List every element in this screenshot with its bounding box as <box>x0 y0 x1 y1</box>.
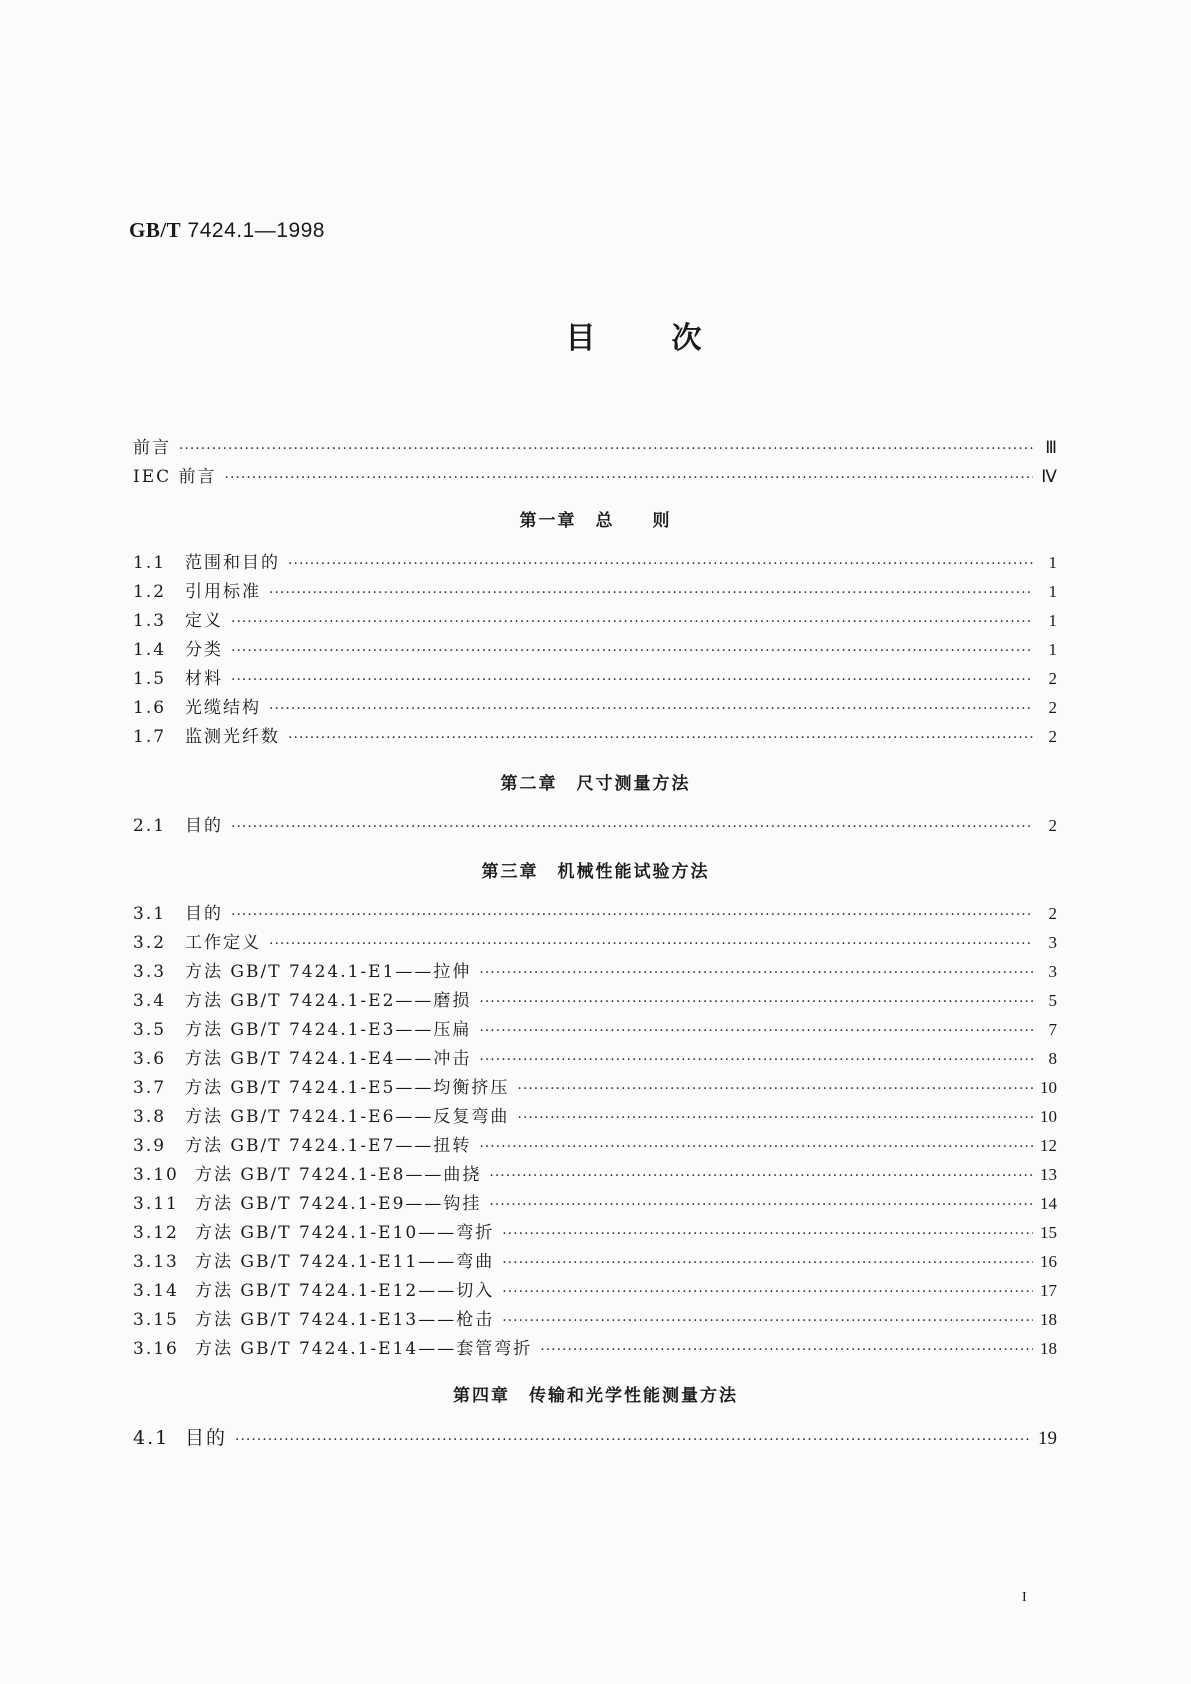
toc-entry-number: 1.1 <box>133 553 167 573</box>
toc-entry[interactable] <box>133 1305 1057 1333</box>
toc-entry-page: 1 <box>1048 553 1057 572</box>
toc-entry-number: 1.7 <box>133 727 167 747</box>
toc-entry-page: Ⅳ <box>1041 467 1057 486</box>
toc-entry[interactable] <box>133 1102 1057 1130</box>
toc-entry-number: 3.11 <box>133 1194 179 1214</box>
dot-leader <box>479 1139 1033 1155</box>
toc-entry-page: 5 <box>1048 991 1057 1010</box>
toc-entry-number: 3.9 <box>133 1136 167 1156</box>
toc-entry-label: 定义 <box>185 611 223 631</box>
page-title: 目次 <box>565 321 778 356</box>
dot-leader <box>489 1168 1033 1184</box>
toc-entry[interactable] <box>133 548 1057 576</box>
toc-entry-label: 目的 <box>185 904 223 924</box>
toc-entry-page: 15 <box>1040 1223 1057 1242</box>
chapter-heading[interactable]: 第一章 总 则 <box>519 511 672 531</box>
toc-entry-label: 方法 GB/T 7424.1-E5——均衡挤压 <box>185 1078 510 1098</box>
toc-entry-number: 3.10 <box>133 1165 179 1185</box>
dot-leader <box>502 1226 1033 1242</box>
toc-entry-number: 1.2 <box>133 582 167 602</box>
dot-leader <box>479 1052 1033 1068</box>
toc-entry-label: 方法 GB/T 7424.1-E13——枪击 <box>195 1310 495 1330</box>
dot-leader <box>288 556 1033 572</box>
toc-entry-label: 范围和目的 <box>185 553 280 573</box>
standard-number: 7424.1—1998 <box>187 219 325 242</box>
toc-entry-label: 前言 <box>133 438 171 458</box>
toc-entry-page: 18 <box>1040 1339 1057 1358</box>
toc-entry-number: 3.2 <box>133 933 167 953</box>
toc-entry-label: 监测光纤数 <box>185 727 280 747</box>
toc-entry-page: 14 <box>1040 1194 1057 1213</box>
dot-leader <box>231 643 1033 659</box>
dot-leader <box>288 730 1033 746</box>
dot-leader <box>489 1197 1033 1213</box>
toc-entry-number: 1.3 <box>133 611 167 631</box>
toc-entry-number: 1.6 <box>133 698 167 718</box>
toc-entry[interactable] <box>133 986 1057 1014</box>
toc-entry-page: Ⅲ <box>1045 438 1057 457</box>
toc-entry[interactable] <box>133 606 1057 634</box>
toc-entry-page: 1 <box>1048 611 1057 630</box>
toc-entry-page: 8 <box>1048 1049 1057 1068</box>
toc-entry-page: 2 <box>1048 727 1057 746</box>
dot-leader <box>479 994 1033 1010</box>
toc-entry-label: 方法 GB/T 7424.1-E1——拉伸 <box>185 962 472 982</box>
toc-entry-page: 3 <box>1048 933 1057 952</box>
dot-leader <box>269 585 1033 601</box>
dot-leader <box>540 1342 1033 1358</box>
toc-entry-page: 2 <box>1048 904 1057 923</box>
toc-entry-label: 方法 GB/T 7424.1-E11——弯曲 <box>195 1252 495 1272</box>
toc-entry-label: 方法 GB/T 7424.1-E9——钩挂 <box>195 1194 482 1214</box>
toc-entry-label: 方法 GB/T 7424.1-E10——弯折 <box>195 1223 495 1243</box>
toc-entry-label: 方法 GB/T 7424.1-E8——曲挠 <box>195 1165 482 1185</box>
toc-entry-page: 13 <box>1040 1165 1057 1184</box>
toc-entry[interactable] <box>133 1189 1057 1217</box>
chapter-heading[interactable]: 第四章 传输和光学性能测量方法 <box>453 1386 738 1406</box>
standard-code <box>129 218 325 243</box>
toc-entry-page: 2 <box>1048 816 1057 835</box>
toc-entry[interactable] <box>133 1044 1057 1072</box>
toc-entry[interactable] <box>133 1276 1057 1304</box>
toc-entry[interactable] <box>133 577 1057 605</box>
toc-entry[interactable] <box>133 1218 1057 1246</box>
toc-entry-label: 方法 GB/T 7424.1-E14——套管弯折 <box>195 1339 533 1359</box>
toc-entry-number: 3.3 <box>133 962 167 982</box>
toc-entry-iec-preface[interactable] <box>133 462 1057 490</box>
toc-entry[interactable] <box>133 1073 1057 1101</box>
toc-entry-label: 方法 GB/T 7424.1-E3——压扁 <box>185 1020 472 1040</box>
toc-entry-label: 工作定义 <box>185 933 261 953</box>
toc-entry[interactable] <box>133 1423 1057 1451</box>
toc-entry-number: 3.16 <box>133 1339 179 1359</box>
toc-entry-page: 2 <box>1048 669 1057 688</box>
toc-entry-label: 材料 <box>185 669 223 689</box>
toc-entry-page: 1 <box>1048 582 1057 601</box>
toc-entry-number: 1.4 <box>133 640 167 660</box>
dot-leader <box>269 701 1033 717</box>
dot-leader <box>225 470 1033 486</box>
dot-leader <box>502 1255 1033 1271</box>
toc-entry-number: 4.1 <box>133 1427 170 1449</box>
toc-entry-page: 10 <box>1040 1078 1057 1097</box>
chapter-heading[interactable]: 第二章 尺寸测量方法 <box>500 774 691 794</box>
toc-entry-number: 3.1 <box>133 904 167 924</box>
toc-entry[interactable] <box>133 899 1057 927</box>
toc-entry-page: 10 <box>1040 1107 1057 1126</box>
toc-entry-label: 方法 GB/T 7424.1-E2——磨损 <box>185 991 472 1011</box>
toc-entry-page: 2 <box>1048 698 1057 717</box>
toc-entry-label: 方法 GB/T 7424.1-E4——冲击 <box>185 1049 472 1069</box>
toc-entry-number: 1.5 <box>133 669 167 689</box>
dot-leader <box>517 1110 1033 1126</box>
toc-entry[interactable] <box>133 1160 1057 1188</box>
toc-entry[interactable] <box>133 635 1057 663</box>
toc-entry[interactable] <box>133 928 1057 956</box>
dot-leader <box>502 1284 1033 1300</box>
toc-entry-number: 3.5 <box>133 1020 167 1040</box>
dot-leader <box>269 936 1033 952</box>
toc-entry-preface[interactable] <box>133 433 1057 461</box>
toc-entry-label: IEC 前言 <box>133 467 217 487</box>
toc-entry-label: 分类 <box>185 640 223 660</box>
toc-entry-page: 3 <box>1048 962 1057 981</box>
toc-entry-page: 7 <box>1048 1020 1057 1039</box>
dot-leader <box>479 965 1033 981</box>
toc-entry-label: 目的 <box>185 1427 228 1449</box>
toc-entry-number: 3.7 <box>133 1078 167 1098</box>
toc-entry[interactable] <box>133 1247 1057 1275</box>
toc-entry-label: 方法 GB/T 7424.1-E6——反复弯曲 <box>185 1107 510 1127</box>
dot-leader <box>479 1023 1033 1039</box>
toc-entry-number: 3.14 <box>133 1281 179 1301</box>
dot-leader <box>231 614 1033 630</box>
dot-leader <box>502 1313 1033 1329</box>
toc-entry[interactable] <box>133 1015 1057 1043</box>
dot-leader <box>517 1081 1033 1097</box>
toc-entry-number: 3.6 <box>133 1049 167 1069</box>
dot-leader <box>231 907 1033 923</box>
chapter-heading[interactable]: 第三章 机械性能试验方法 <box>481 862 710 882</box>
toc-entry-number: 3.4 <box>133 991 167 1011</box>
toc-entry[interactable] <box>133 722 1057 750</box>
dot-leader <box>231 672 1033 688</box>
page-number: I <box>1022 1590 1027 1605</box>
toc-entry-label: 引用标准 <box>185 582 261 602</box>
dot-leader <box>179 441 1033 457</box>
toc-entry-label: 光缆结构 <box>185 698 261 718</box>
toc-entry-number: 3.15 <box>133 1310 179 1330</box>
dot-leader <box>231 819 1033 835</box>
toc-entry[interactable] <box>133 1334 1057 1362</box>
toc-entry-page: 12 <box>1040 1136 1057 1155</box>
toc-entry[interactable] <box>133 957 1057 985</box>
toc-entry-number: 3.13 <box>133 1252 179 1272</box>
toc-entry-label: 目的 <box>185 816 223 836</box>
toc-entry-number: 2.1 <box>133 816 167 836</box>
toc-entry[interactable] <box>133 664 1057 692</box>
toc-entry-label: 方法 GB/T 7424.1-E7——扭转 <box>185 1136 472 1156</box>
toc-entry-number: 3.8 <box>133 1107 167 1127</box>
toc-entry-page: 18 <box>1040 1310 1057 1329</box>
toc-entry[interactable] <box>133 811 1057 839</box>
toc-entry[interactable] <box>133 693 1057 721</box>
toc-entry-label: 方法 GB/T 7424.1-E12——切入 <box>195 1281 495 1301</box>
toc-entry-page: 16 <box>1040 1252 1057 1271</box>
toc-entry-number: 3.12 <box>133 1223 179 1243</box>
standard-prefix: GB/T <box>129 218 182 242</box>
toc-entry[interactable] <box>133 1131 1057 1159</box>
dot-leader <box>235 1432 1032 1448</box>
toc-entry-page: 19 <box>1038 1428 1057 1449</box>
toc-entry-page: 1 <box>1048 640 1057 659</box>
toc-entry-page: 17 <box>1040 1281 1057 1300</box>
